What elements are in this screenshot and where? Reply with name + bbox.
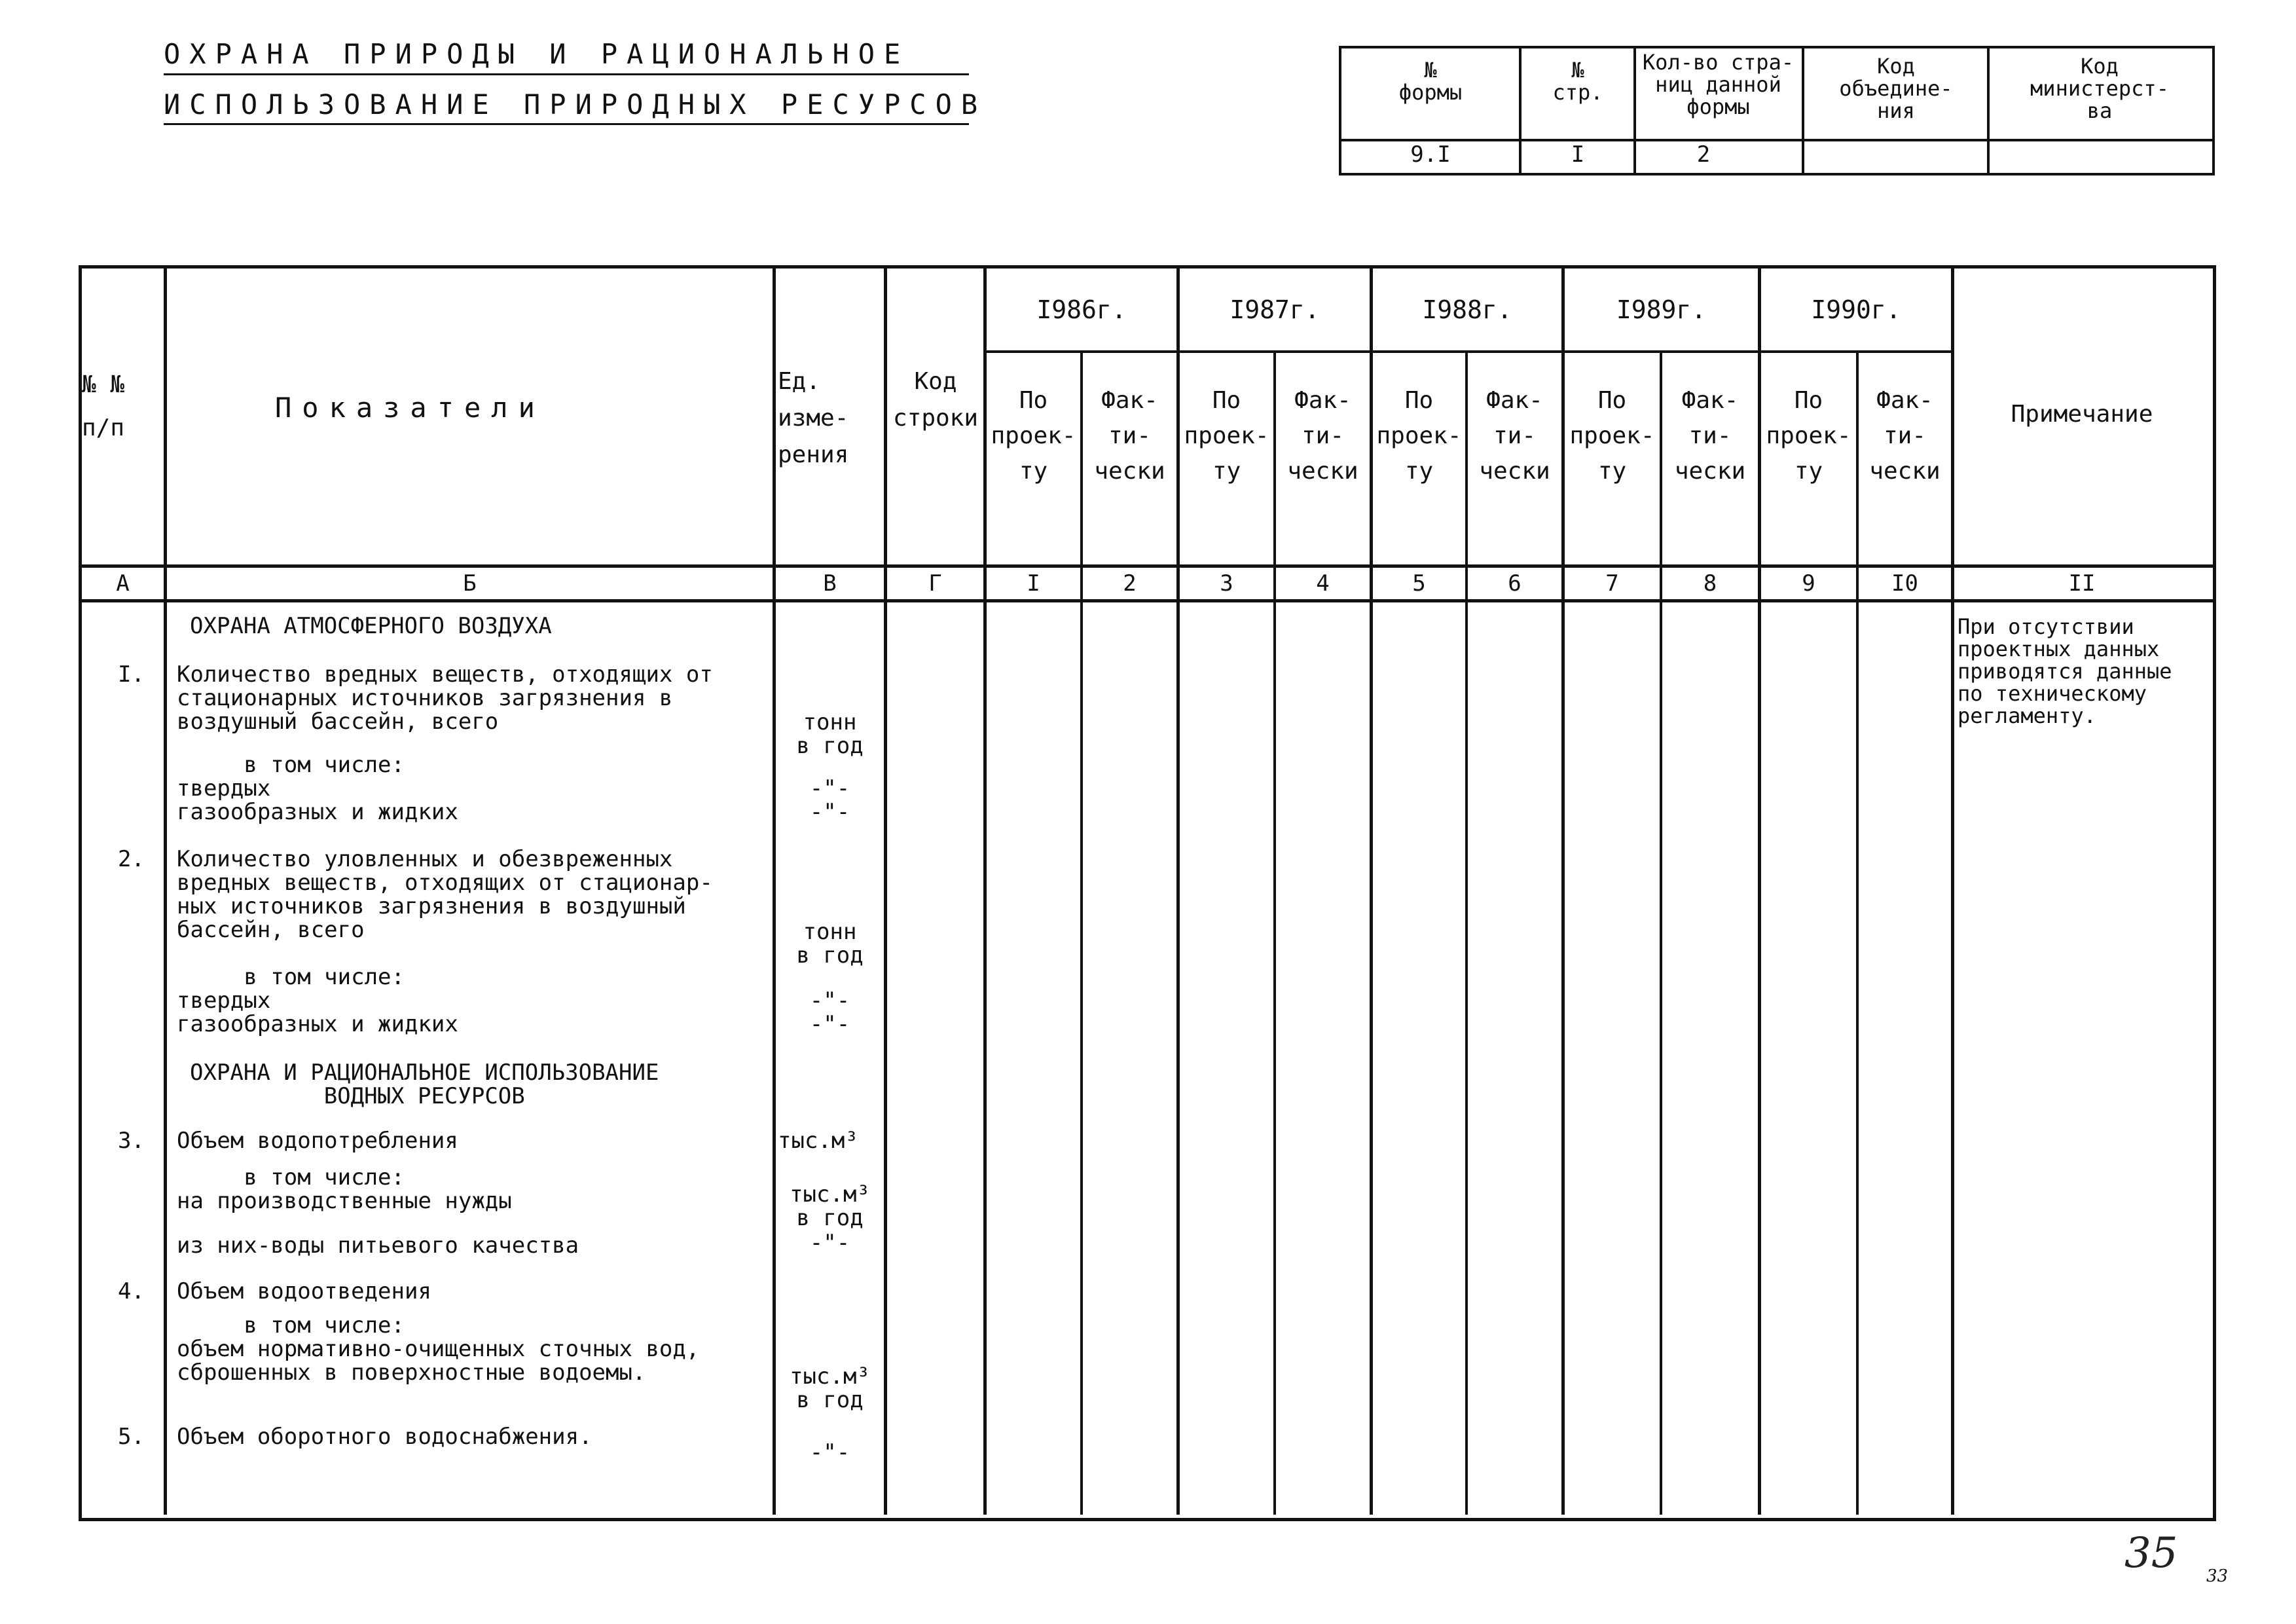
note-text: При отсутствии проектных данных приводятся данные по техническому регламенту.: [1958, 614, 2172, 728]
page-number-value: I: [1571, 141, 1585, 168]
subheader-project: По проек- ту: [1569, 387, 1655, 485]
index-cell: I: [1027, 570, 1040, 597]
col-code-header: Код строки: [892, 368, 979, 432]
col-unit-header: Ед. изме- рения: [778, 368, 849, 468]
row-unit: -"-: [809, 1230, 850, 1256]
row-indicator: Объем водоотведения: [177, 1278, 431, 1304]
index-row-bottom-line: [79, 599, 2213, 602]
subheader-fact: Фак- ти- чески: [1094, 387, 1165, 485]
index-cell: 2: [1123, 570, 1137, 597]
page-count-header: Кол-во стра- ниц данной формы: [1642, 50, 1795, 119]
col-line: [1951, 265, 1954, 1515]
subheader-fact: Фак- ти- чески: [1674, 387, 1746, 485]
row-unit: тыс.м³ в год: [790, 1181, 870, 1231]
row-indicator: из них-воды питьевого качества: [177, 1232, 579, 1259]
index-cell: II: [2068, 570, 2096, 597]
index-cell: В: [823, 570, 837, 597]
index-cell: 9: [1802, 570, 1815, 597]
index-cell: 4: [1316, 570, 1330, 597]
index-cell: Г: [928, 570, 942, 597]
year-header-1989: I989г.: [1616, 295, 1707, 324]
title-underline-1: [164, 73, 969, 75]
col-line: [1856, 350, 1859, 1515]
subheader-fact: Фак- ти- чески: [1287, 387, 1358, 485]
row-unit: -"- -"-: [809, 987, 850, 1037]
row-number: 3.: [118, 1128, 145, 1154]
form-header-divider: [1339, 139, 2212, 141]
col-note-header: Примечание: [2011, 401, 2153, 428]
index-cell: 3: [1220, 570, 1233, 597]
year-header-1988: I988г.: [1422, 295, 1512, 324]
year-header-1986: I986г.: [1036, 295, 1127, 324]
row-unit: тонн в год: [796, 919, 864, 969]
subheader-project: По проек- ту: [991, 387, 1076, 485]
row-indicator: в том числе: твердых газообразных и жидких: [177, 964, 458, 1037]
page-number-header: № стр.: [1552, 58, 1603, 105]
row-number: 5.: [118, 1424, 145, 1450]
subheader-fact: Фак- ти- чески: [1869, 387, 1941, 485]
handwritten-page-number: 35: [2124, 1529, 2178, 1578]
col-line: [1080, 350, 1083, 1515]
col-line: [1465, 350, 1468, 1515]
index-cell: Б: [463, 570, 477, 597]
col-indicators-header: Показатели: [275, 392, 545, 424]
row-number: 2.: [118, 846, 145, 872]
year-header-1990: I990г.: [1811, 295, 1901, 324]
row-unit: -"- -"-: [809, 775, 850, 825]
form-header-vline: [1519, 46, 1522, 173]
section-heading-air: ОХРАНА АТМОСФЕРНОГО ВОЗДУХА: [190, 613, 552, 639]
row-unit: тыс.м³: [778, 1128, 858, 1154]
subheader-project: По проек- ту: [1766, 387, 1851, 485]
row-indicator: Количество уловленных и обезвреженных вредных веществ, отходящих от стационар- ных источников загрязнения в воздушный бассейн, всего: [177, 846, 713, 943]
header-bottom-line: [79, 564, 2213, 568]
subheader-fact: Фак- ти- чески: [1479, 387, 1550, 485]
year-header-1987: I987г.: [1230, 295, 1320, 324]
doc-title-line1: ОХРАНА ПРИРОДЫ И РАЦИОНАЛЬНОЕ: [164, 38, 910, 70]
subheader-project: По проек- ту: [1184, 387, 1269, 485]
row-indicator: в том числе: на производственные нужды: [177, 1164, 512, 1214]
section-heading-water: ОХРАНА И РАЦИОНАЛЬНОЕ ИСПОЛЬЗОВАНИЕ ВОДНЫХ РЕСУРСОВ: [190, 1060, 659, 1109]
row-number: I.: [118, 661, 145, 688]
index-cell: I0: [1891, 570, 1918, 597]
printed-page-number: 33: [2206, 1566, 2229, 1586]
row-unit: -"-: [809, 1439, 850, 1466]
col-line: [1660, 350, 1662, 1515]
page-count-value: 2: [1696, 141, 1711, 168]
row-indicator: в том числе: объем нормативно-очищенных сточных вод, сброшенных в поверхностные водоемы.: [177, 1312, 700, 1386]
col-line: [773, 265, 776, 1515]
row-unit: тонн в год: [796, 709, 864, 759]
row-number: 4.: [118, 1278, 145, 1304]
index-cell: 6: [1508, 570, 1522, 597]
col-line: [1273, 350, 1276, 1515]
form-number-header: № формы: [1398, 58, 1463, 105]
col-num-header: № № п/п: [82, 371, 125, 441]
association-code-header: Код объедине- ния: [1839, 54, 1953, 123]
doc-title-line2: ИСПОЛЬЗОВАНИЕ ПРИРОДНЫХ РЕСУРСОВ: [164, 88, 987, 120]
col-line: [164, 265, 167, 1515]
ministry-code-header: Код министерст- ва: [2030, 54, 2169, 123]
year-divider-line: [985, 350, 1954, 353]
row-indicator: Объем оборотного водоснабжения.: [177, 1424, 592, 1450]
index-cell: А: [116, 570, 130, 597]
index-cell: 5: [1412, 570, 1426, 597]
index-cell: 7: [1605, 570, 1619, 597]
row-indicator: Количество вредных веществ, отходящих от стационарных источников загрязнения в воздушный бассейн, всего: [177, 661, 713, 735]
col-line: [884, 265, 887, 1515]
subheader-project: По проек- ту: [1376, 387, 1462, 485]
form-number-value: 9.I: [1410, 141, 1451, 168]
row-indicator: Объем водопотребления: [177, 1128, 458, 1154]
index-cell: 8: [1703, 570, 1717, 597]
row-unit: тыс.м³ в год: [790, 1363, 870, 1413]
row-indicator: в том числе: твердых газообразных и жидких: [177, 752, 458, 825]
title-underline-2: [164, 123, 969, 125]
